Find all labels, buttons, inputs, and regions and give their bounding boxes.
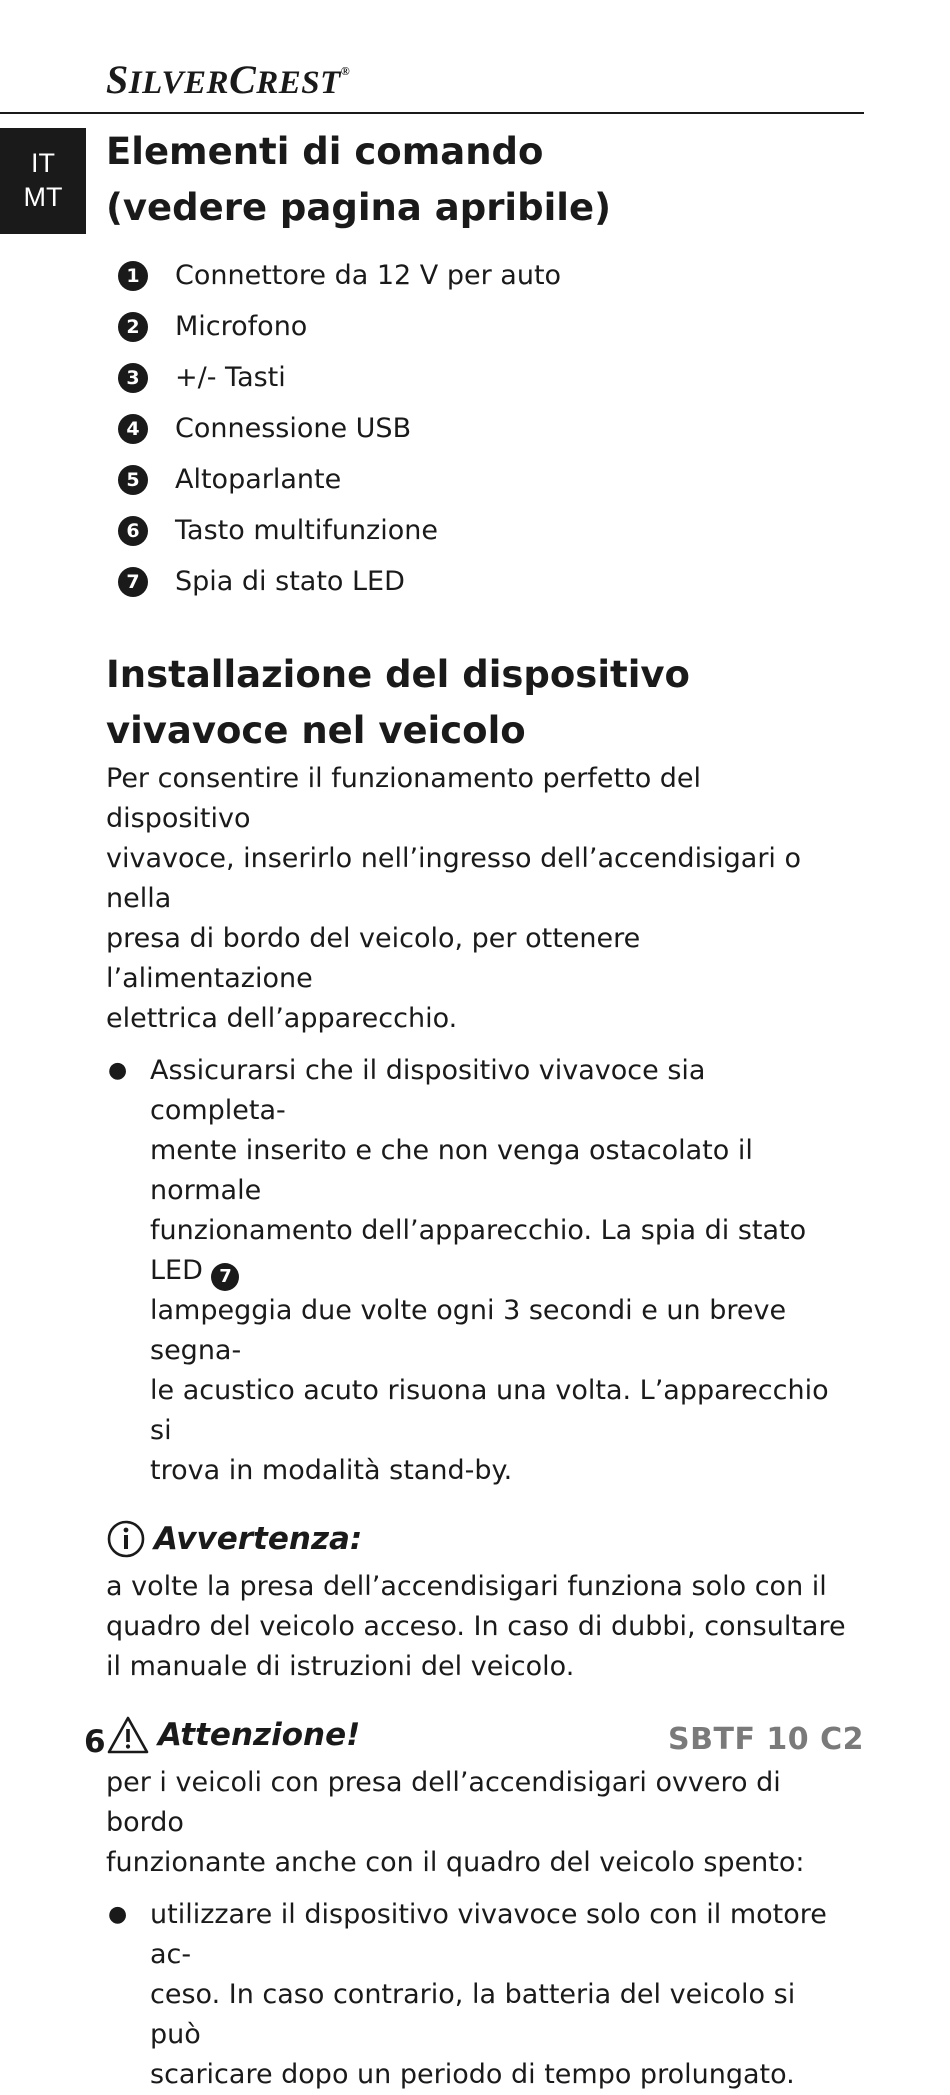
- number-badge: 2: [118, 312, 148, 342]
- language-tab: [0, 128, 86, 234]
- caution-text: per i veicoli con presa dell’accendisigari ovvero di bordo funzionante anche con il quadro del veicolo spento:: [106, 1767, 805, 1878]
- control-item: [106, 454, 846, 505]
- language-code-it: IT: [31, 148, 55, 178]
- control-label: +/- Tasti: [175, 362, 286, 393]
- controls-list: [106, 250, 846, 607]
- header-divider: [0, 112, 864, 114]
- control-item: [106, 352, 846, 403]
- note-text: a volte la presa dell’accendisigari funziona solo con il quadro del veicolo acceso. In caso di dubbi, consultare il manuale di istruzioni del veicolo.: [106, 1571, 846, 1682]
- control-item: [106, 301, 846, 352]
- number-badge: 7: [118, 567, 148, 597]
- installation-bullets: [106, 1051, 846, 1491]
- number-badge: 4: [118, 414, 148, 444]
- control-label: Altoparlante: [175, 464, 342, 495]
- page-number: 6: [84, 1724, 106, 1760]
- number-badge: 3: [118, 363, 148, 393]
- bullet-dot: ●: [108, 1058, 128, 1083]
- control-label: Connettore da 12 V per auto: [175, 260, 562, 291]
- number-badge: 1: [118, 261, 148, 291]
- control-label: Tasto multifunzione: [175, 515, 438, 546]
- language-code-mt: MT: [23, 182, 63, 212]
- installation-section: [106, 647, 846, 1491]
- caution-heading: Attenzione!: [106, 1707, 846, 1763]
- control-item: [106, 505, 846, 556]
- page-content: [106, 124, 846, 2095]
- model-number: SBTF 10 C2: [668, 1722, 864, 1757]
- caution-bullets: [106, 1895, 846, 2095]
- info-icon: [106, 1519, 146, 1559]
- number-badge: 6: [118, 516, 148, 546]
- control-item: [106, 556, 846, 607]
- note-heading: Avvertenza:: [106, 1511, 846, 1567]
- list-item: ● Assicurarsi che il dispositivo vivavoce sia completa- mente inserito e che non venga ostacolato il normale funzionamento dell’apparecchio. La spia di stato LED 7 lampeggia due volte ogni 3 secondi e un breve segna- le acustico acuto risuona una volta. L’apparecchio si trova in modalità stand-by.: [106, 1051, 846, 1491]
- number-badge: 5: [118, 465, 148, 495]
- control-item: [106, 250, 846, 301]
- control-label: Spia di stato LED: [175, 566, 405, 597]
- control-label: Connessione USB: [175, 413, 412, 444]
- control-item: [106, 403, 846, 454]
- warning-icon: [106, 1715, 150, 1755]
- control-label: Microfono: [175, 311, 308, 342]
- list-item: ● utilizzare il dispositivo vivavoce solo con il motore ac- ceso. In caso contrario, la batteria del veicolo si può scaricare dopo un periodo di tempo prolungato.: [106, 1895, 846, 2095]
- installation-heading: Installazione del dispositivo vivavoce nel veicolo: [106, 653, 690, 752]
- number-badge: 7: [211, 1263, 239, 1291]
- controls-heading: Elementi di comando (vedere pagina apribile): [106, 130, 611, 229]
- brand-logo: SILVERCREST®: [106, 57, 351, 102]
- bullet-dot: ●: [108, 1902, 128, 1927]
- installation-intro: Per consentire il funzionamento perfetto del dispositivo vivavoce, inserirlo nell’ingresso dell’accendisigari o nella presa di bordo del veicolo, per ottenere l’alimentazione elettrica dell’apparecchio.: [106, 763, 802, 1034]
